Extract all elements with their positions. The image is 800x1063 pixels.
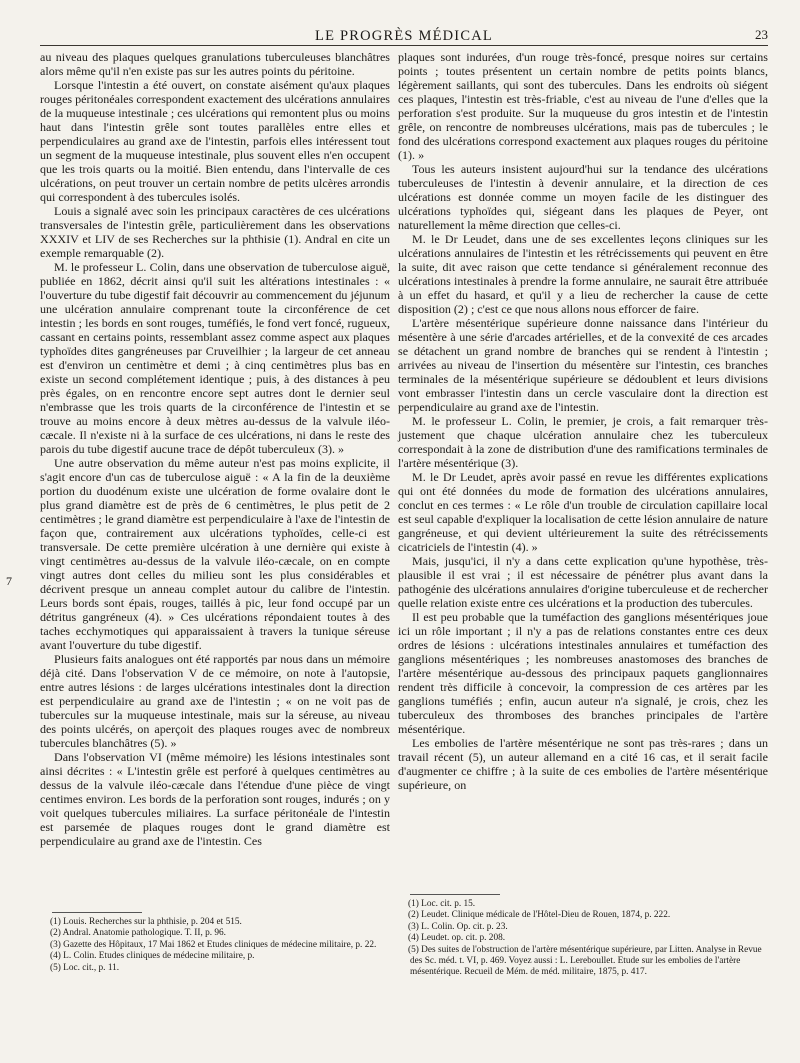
left-footnotes [40,912,390,974]
footnote: (4) Leudet. op. cit. p. 208. [408,933,506,944]
footnote: (5) Des suites de l'obstruction de l'artère mésentérique supérieure, par Litten. Analyse in Revue des Sc. méd. t. VI, p. 469. Voyez aussi : L. Lereboullet. Etude sur les embolies de l'artère mésentérique. Recueil de Mém. de méd. militaire, 1875, p. 417. [408,944,762,978]
paragraph: Plusieurs faits analogues ont été rapportés par nous dans un mémoire déjà cité. Dans l'observation V de ce mémoire, on note à l'autopsie, entre autres lésions : de larges ulcérations intestinales dont la direction est perpendiculaire au grand axe de l'intestin ; « on ne voit pas de tubercules sur la muqueuse intestinale, mais sur la séreuse, au niveau des points ulcérés, on aperçoit des plaques rouges avec de nombreux tubercules blanchâtres (5). » [40,652,390,750]
page-header [40,22,768,46]
footnote-rule [410,894,500,895]
paragraph: M. le professeur L. Colin, le premier, je crois, a fait remarquer très-justement que chaque ulcération annulaire chez les tuberculeux correspondait à la zone de distribution d'une des ramifications terminales de l'artère mésentérique (3). [398,414,768,470]
footnote: (2) Leudet. Clinique médicale de l'Hôtel-Dieu de Rouen, 1874, p. 222. [408,910,671,921]
left-column [40,50,390,848]
right-footnotes [398,894,768,979]
right-column [398,50,768,792]
footnote: (3) Gazette des Hôpitaux, 17 Mai 1862 et Etudes cliniques de médecine militaire, p. 22. [50,939,377,950]
paragraph: M. le Dr Leudet, dans une de ses excellentes leçons cliniques sur les ulcérations annulaires de l'intestin et les rétrécissements qui peuvent en être la suite, dit avec raison que cette tendance si généralement reconnue des ulcérations intestinales à prendre la forme annulaire, ne saurait être attribuée à un effet du hasard, et qu'il y a lieu de rechercher la cause de cette disposition (2) ; c'est ce que nous allons nous efforcer de faire. [398,232,768,316]
footnote: (5) Loc. cit., p. 11. [50,962,120,973]
paragraph: Les embolies de l'artère mésentérique ne sont pas très-rares ; dans un travail récent (5), un auteur allemand en a cité 16 cas, et il serait facile d'augmenter ce chiffre ; à la suite de ces embolies de l'artère mésentérique supérieure, on [398,736,768,792]
footnote: (1) Louis. Recherches sur la phthisie, p. 204 et 515. [50,917,242,927]
paragraph: Lorsque l'intestin a été ouvert, on constate aisément qu'aux plaques rouges péritonéales correspondent exactement des ulcérations annulaires de la muqueuse intestinale ; ces ulcérations qui remontent plus ou moins haut dans l'intestin grêle sont toutes parallèles entre elles et perpendiculaires au grand axe de l'intestin, parfois elles intéressent tout un segment de la muqueuse intestinale, plus souvent elles n'en occupent que les trois quarts ou la moitié. Bien entendu, dans l'intervalle de ces ulcérations, on peut trouver un certain nombre de petits ulcères arrondis qui correspondent à des tubercules isolés. [40,78,390,204]
paragraph: au niveau des plaques quelques granulations tuberculeuses blanchâtres alors même qu'il n'en existe pas sur les autres points du péritoine. [40,50,390,78]
paragraph: Dans l'observation VI (même mémoire) les lésions intestinales sont ainsi décrites : « L'intestin grêle est perforé à quelques centimètres au dessus de la valvule iléo-cæcale dans l'étendue d'une pièce de vingt centimes environ. Les bords de la perforation sont rouges, indurés ; on y voit quelques tubercules miliaires. La surface péritonéale de l'intestin est parsemée de plaques rouges dont le grand diamètre est perpendiculaire au grand axe de l'intestin. Ces [40,750,390,848]
footnote-rule [52,912,142,913]
journal-title: LE PROGRÈS MÉDICAL [315,28,493,44]
paragraph: Louis a signalé avec soin les principaux caractères de ces ulcérations transversales de l'intestin grêle, particulièrement dans les observations XXXIV et LIV de ses Recherches sur la phthisie (1). Andral en cite un exemple remarquable (2). [40,204,390,260]
paragraph: L'artère mésentérique supérieure donne naissance dans l'intérieur du mésentère à une série d'arcades artérielles, et de la convexité de ces arcades se détachent un grand nombre de branches qui se rendent à l'intestin ; arrivées au niveau de l'insertion du mésentère sur l'intestin, ces branches terminales de la mésentérique supérieure se dédoublent et leurs divisions vont embrasser l'intestin dans un cercle vasculaire dont la direction est perpendiculaire au grand axe de l'intestin. [398,316,768,414]
paragraph: Mais, jusqu'ici, il n'y a dans cette explication qu'une hypothèse, très-plausible il est vrai ; il est nécessaire de pénétrer plus avant dans la pathogénie des ulcérations annulaires d'origine tuberculeuse et de rechercher quelle relation existe entre ces ulcérations et la production des tubercules. [398,554,768,610]
margin-mark: 7 [6,574,12,588]
header-rule [40,45,768,46]
footnote: (3) L. Colin. Op. cit. p. 23. [408,921,508,932]
paragraph: M. le professeur L. Colin, dans une observation de tuberculose aiguë, publiée en 1862, décrit ainsi qu'il suit les altérations intestinales : « l'ouverture du tube digestif fait découvrir au commencement du jéjunum une ulcération annulaire comprenant toute la circonférence de cet intestin ; les bords en sont rouges, tuméfiés, le fond vert foncé, rugueux, cassant en certains points, ressemblant assez comme aspect aux plaques typhoïdes dites gangréneuses par Cruveilhier ; la largeur de cet anneau est d'environ un centimètre et demi ; à cinq centimètres plus bas en existe un second complétement identique ; puis, à des distances à peu près égales, on en rencontre encore sept autres dont le dernier seul n'embrasse que les trois quarts de la circonférence de l'intestin et se trouve au moins encore à deux mètres au-dessus de la valvule iléo-cæcale. Il n'existe ni à la surface de ces ulcérations, ni dans le reste des parois du tube digestif aucune trace de dépôt tuberculeux (3). » [40,260,390,456]
footnote: (1) Loc. cit. p. 15. [408,899,476,909]
paragraph: Une autre observation du même auteur n'est pas moins explicite, il s'agit encore d'un cas de tuberculose aiguë : « A la fin de la deuxième portion du duodénum existe une ulcération de forme ovalaire dont le plus grand diamètre est de près de 6 centimètres, le plus petit de 2 centimètres ; le grand diamètre est perpendiculaire à l'axe de l'intestin de façon que, contrairement aux ulcérations typhoïdes, celle-ci est transversale. De cette première ulcération à une dernière qui existe à vingt centimètres au-dessus de la valvule iléo-cæcale, on en compte vingt autres dont celles du milieu sont les plus considérables et décrivent presque un anneau complet autour du calibre de l'intestin. Leurs bords sont épais, rouges, taillés à pic, leur fond occupé par un détritus gangréneux (4). » Ces ulcérations répondaient toutes à des taches ecchymotiques qui apparaissaient à travers la tunique séreuse avant l'ouverture du tube digestif. [40,456,390,652]
paragraph: Tous les auteurs insistent aujourd'hui sur la tendance des ulcérations tuberculeuses de l'intestin à devenir annulaire, et la direction de ces ulcérations est donnée comme un moyen facile de les distinguer des ulcérations typhoïdes qui, siégeant dans les plaques de Peyer, ont naturellement la même direction que celles-ci. [398,162,768,232]
paragraph: Il est peu probable que la tuméfaction des ganglions mésentériques joue ici un rôle important ; il n'y a pas de relations constantes entre ces deux ordres de lésions : ulcérations intestinales annulaires et tuméfaction des ganglions mésentériques ; les nombreuses anastomoses des branches de l'artère mésentérique au-dessous des principaux paquets ganglionnaires rendent très difficile à concevoir, la compression de ces artères par les ganglions tuméfiés ; enfin, aucun auteur n'a signalé, je crois, chez les tuberculeux des thromboses des branches principales de l'artère mésentérique. [398,610,768,736]
paragraph: M. le Dr Leudet, après avoir passé en revue les différentes explications qui ont été données du mode de formation des ulcérations annulaires, conclut en ces termes : « Le rôle d'un trouble de circulation capillaire local est seul capable d'expliquer la localisation de cette lésion annulaire de nature gangréneuse, et qui devient ultérieurement la suite des rétrécissements cicatriciels de l'intestin (4). » [398,470,768,554]
footnote: (2) Andral. Anatomie pathologique. T. II, p. 96. [50,928,227,939]
page-number: 23 [755,27,768,42]
footnote: (4) L. Colin. Etudes cliniques de médecine militaire, p. [50,951,255,962]
paragraph: plaques sont indurées, d'un rouge très-foncé, presque noires sur certains points ; toutes présentent un certain nombre de petits points blancs, légèrement saillants, qui sont des tubercules. Dans les endroits où siégent ces plaques, l'intestin est très-friable, c'est au niveau de l'une d'elles que la perforation s'est produite. Sur la muqueuse du gros intestin et de l'intestin grêle, on rencontre de nombreuses ulcérations, mais pas de tubercules ; le fond des ulcérations correspond exactement aux plaques rouges du péritoine (1). » [398,50,768,162]
